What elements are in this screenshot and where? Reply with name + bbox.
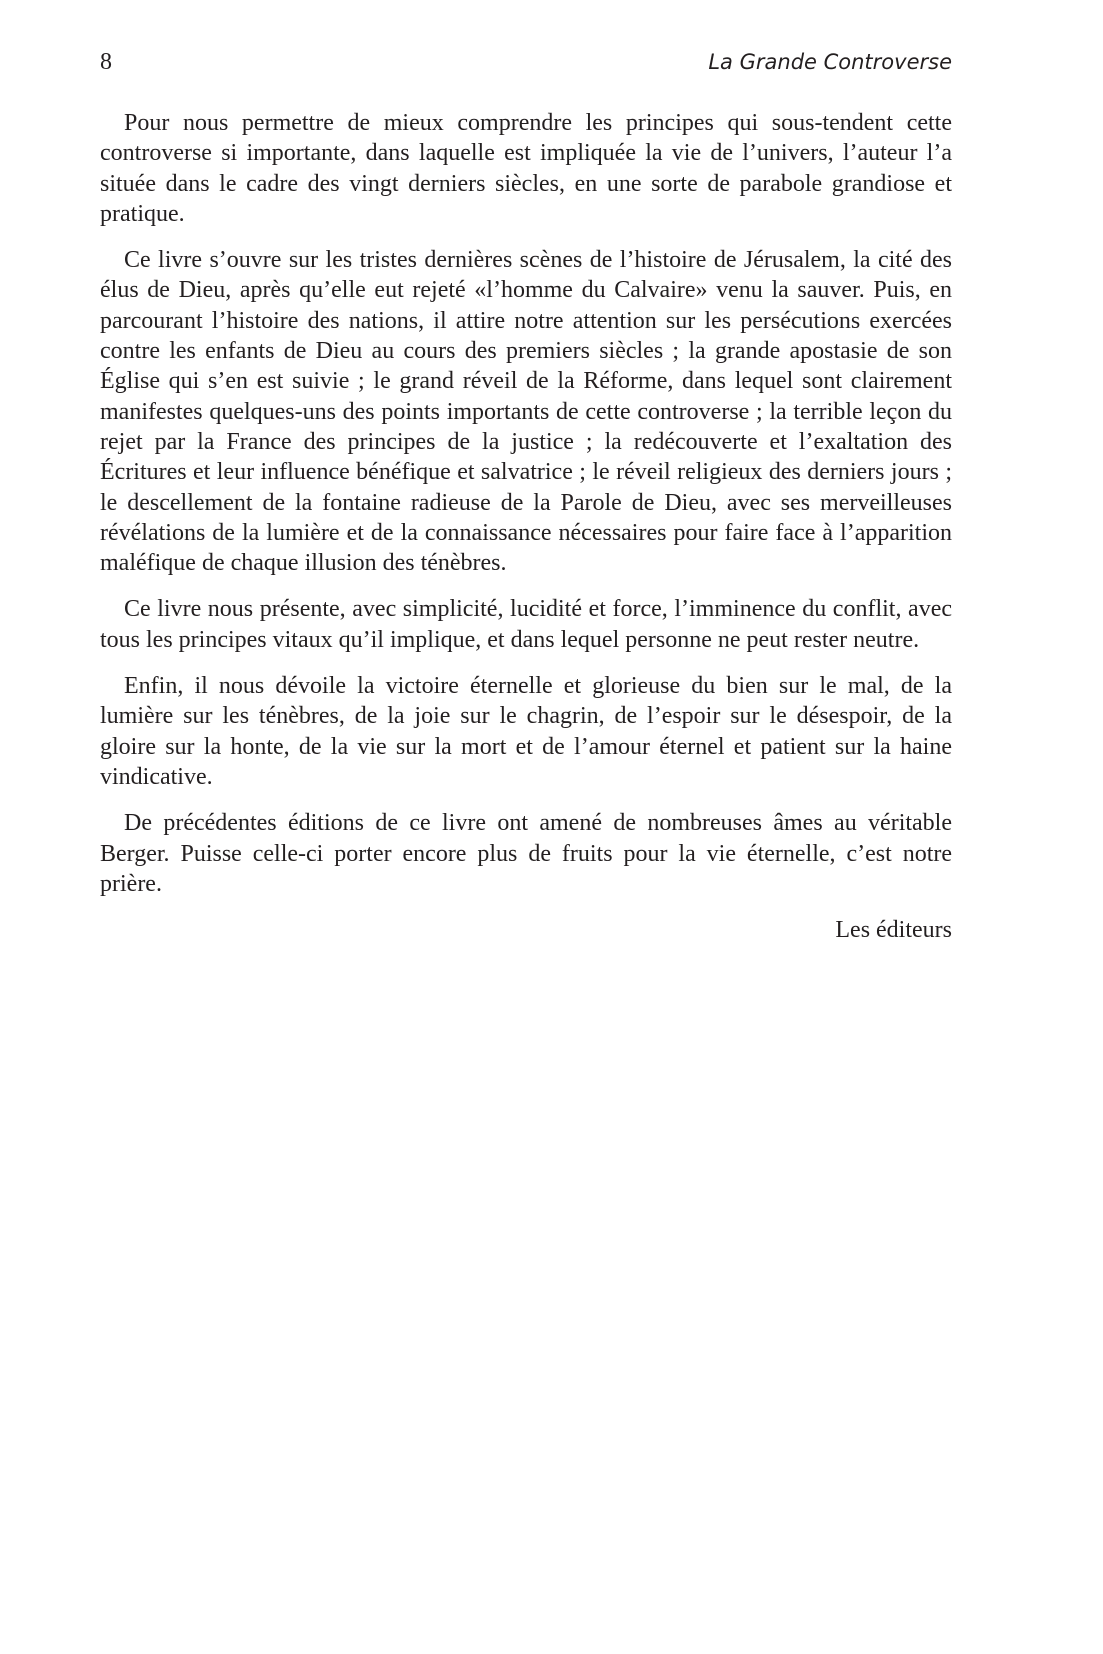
paragraph-1: Pour nous permettre de mieux comprendre les principes qui sous-tendent cette controverse si importante, dans laquelle est impliquée la vie de l’univers, l’auteur l’a située dans le cadre des vingt derniers siècles, en une sorte de parabole grandiose et pratique. [100,110,952,227]
signature: Les éditeurs [835,917,952,944]
paragraph-2: Ce livre s’ouvre sur les tristes dernières scènes de l’histoire de Jérusalem, la cité des élus de Dieu, après qu’elle eut rejeté «l’homme du Calvaire» venu la sauver. Puis, en parcourant l’histoire des nations, il attire notre attention sur les persécutions exercées contre les enfants de Dieu au cours des premiers siècles ; la grande apostasie de son Église qui s’en est suivie ; le grand réveil de la Réforme, dans lequel sont clairement manifestes quelques-uns des points importants de cette controverse ; la terrible leçon du rejet par la France des principes de la justice ; la redécouverte et l’exaltation des Écritures et leur influence bénéfique et salvatrice ; le réveil religieux des derniers jours ; le descellement de la fontaine radieuse de la Parole de Dieu, avec ses merveilleuses révélations de la lumière et de la connaissance nécessaires pour faire face à l’apparition maléfique de chaque illusion des ténèbres. [100,247,952,577]
running-title: La Grande Controverse [708,50,952,74]
paragraph-3: Ce livre nous présente, avec simplicité, lucidité et force, l’imminence du conflit, avec tous les principes vitaux qu’il implique, et dans lequel personne ne peut rester neutre. [100,596,952,653]
page-number: 8 [100,49,112,75]
paragraph-4: Enfin, il nous dévoile la victoire éternelle et glorieuse du bien sur le mal, de la lumière sur les ténèbres, de la joie sur le chagrin, de l’espoir sur le désespoir, de la gloire sur la honte, de la vie sur la mort et de l’amour éternel et patient sur la haine vindicative. [100,673,952,790]
paragraph-5: De précédentes éditions de ce livre ont amené de nombreuses âmes au véritable Berger. Puisse celle-ci porter encore plus de fruits pour la vie éternelle, c’est notre prière. [100,810,952,897]
page-header [100,48,952,84]
body-text [100,108,952,945]
